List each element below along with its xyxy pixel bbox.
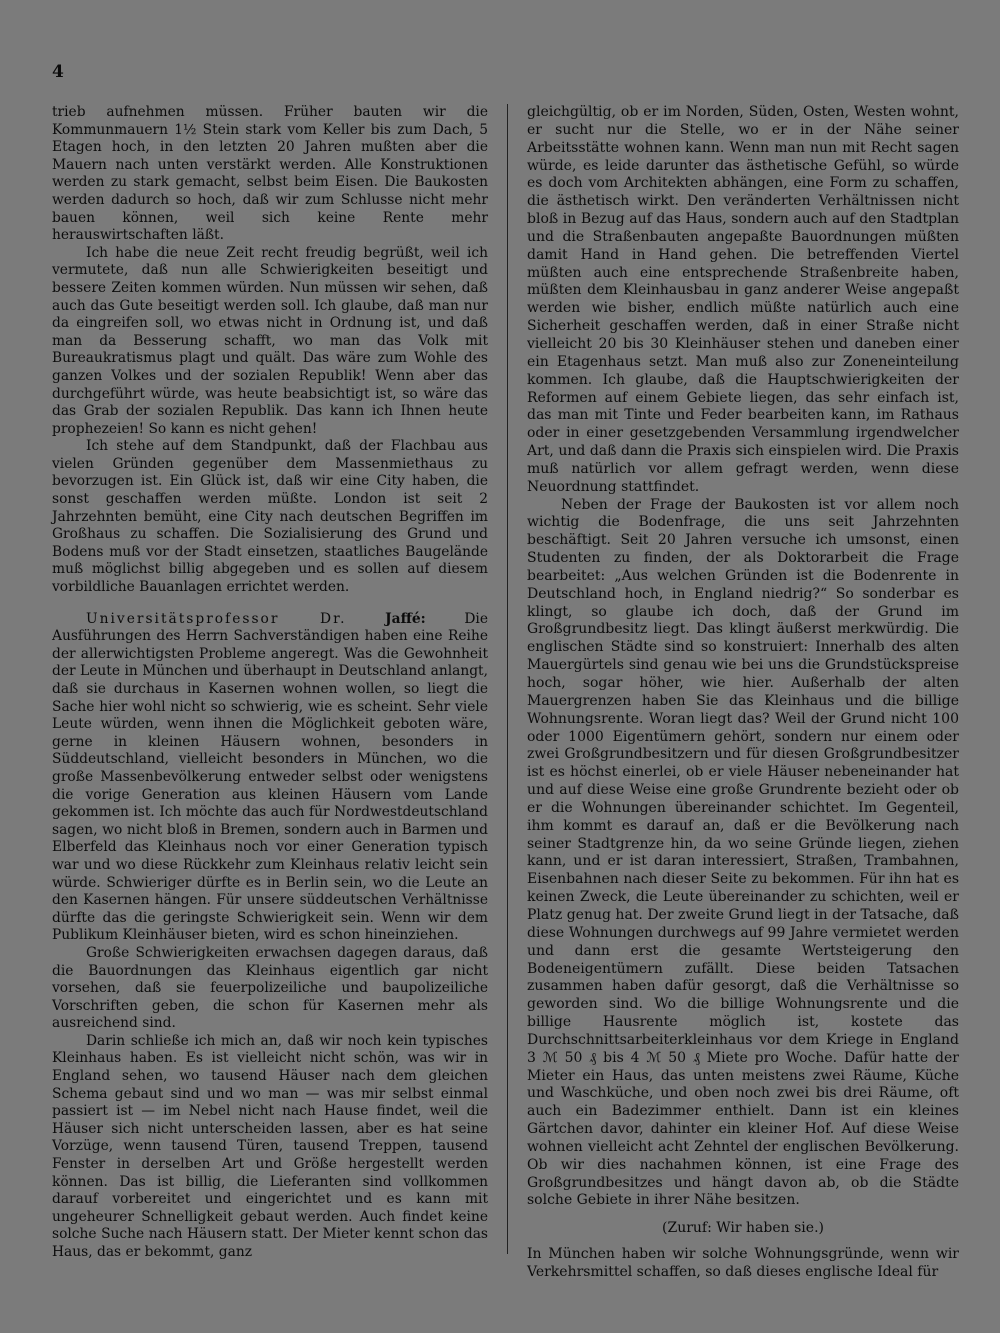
paragraph: trieb aufnehmen müssen. Früher bauten wir die Kommunmauern 1½ Stein stark vom Keller bis zum Dach, 5 Etagen hoch, in den letzten 20 Jahren mußten aber die Mauern nach unten verstärkt werden. Alle Konstruktionen werden zu stark gemacht, selbst beim Eisen. Die Baukosten werden dadurch so hoch, daß wir zum Schlusse nicht mehr bauen können, weil sich keine Rente mehr herauswirtschaften läßt. <box>52 104 488 244</box>
right-column <box>527 104 959 1282</box>
paragraph: In München haben wir solche Wohnungsgründe, wenn wir Verkehrsmittel schaffen, so daß dieses englische Ideal für <box>527 1246 959 1280</box>
page-number: 4 <box>52 62 64 82</box>
interjection: (Zuruf: Wir haben sie.) <box>662 1220 824 1237</box>
speaker-label: Universitätsprofessor Dr. <box>86 610 347 627</box>
speaker-paragraph <box>52 611 488 945</box>
column-divider <box>507 104 508 1254</box>
speaker-text: Die Ausführungen des Herrn Sachverständigen haben eine Reihe der allerwichtigsten Probleme angeregt. Was die Gewohnheit der Leute in München und überhaupt in Deutschland anlangt, daß sie durchaus in Kasernen wohnen wollen, so liegt die Sache hier wohl nicht so schwierig, wie es scheint. Sehr viele Leute würden, wenn ihnen die Möglichkeit geboten wäre, gerne in kleinen Häusern wohnen, besonders in Süddeutschland, vielleicht besonders in München, wo die große Massenbevölkerung entweder selbst oder wenigstens die vorige Generation aus kleinen Häusern vom Lande gekommen ist. Ich möchte das auch für Nordwestdeutschland sagen, wo nicht bloß in Bremen, sondern auch in Barmen und Elberfeld das Kleinhaus noch vor einer Generation typisch war und wo diese Rückkehr zum Kleinhaus relativ leicht sein würde. Schwieriger dürfte es in Berlin sein, wo die Leute an den Kasernen hängen. Für unsere süddeutschen Verhältnisse dürfte das die geringste Schwierigkeit sein. Wenn wir dem Publikum Kleinhäuser bieten, wird es schon hineinziehen. <box>52 610 488 944</box>
speaker-name: Jaffé: <box>385 610 426 627</box>
paragraph: gleichgültig, ob er im Norden, Süden, Osten, Westen wohnt, er sucht nur die Stelle, wo er in der Nähe seiner Arbeitsstätte wohnen kann. Wenn man nun mit Recht sagen würde, es leide darunter das ästhetische Gefühl, so würde es doch vom Architekten abhängen, eine Form zu schaffen, die ästhetisch wirkt. Den veränderten Verhältnissen nicht bloß in Bezug auf das Haus, sondern auch auf den Stadtplan und die Straßenbauten angepaßte Bauordnungen müßten damit Hand in Hand gehen. Die betreffenden Viertel müßten auch eine entsprechende Straßenbreite haben, müßten dem Kleinhausbau in ganz anderer Weise angepaßt werden wie bisher, endlich müßte natürlich auch eine Sicherheit geschaffen werden, daß in einer Straße nicht vielleicht 20 bis 30 Kleinhäuser stehen und daneben einer ein Etagenhaus setzt. Man muß also zur Zoneneinteilung kommen. Ich glaube, daß die Hauptschwierigkeiten der Reformen auf einem Gebiete liegen, das sehr einfach ist, das man mit Tinte und Feder bearbeiten kann, im Rathaus oder in einer gesetzgebenden Versammlung irgendwelcher Art, und daß dann die Praxis sich einspielen wird. Die Praxis muß natürlich vor allem gefragt werden, wenn diese Neuordnung stattfindet. <box>527 104 959 495</box>
paragraph: Große Schwierigkeiten erwachsen dagegen daraus, daß die Bauordnungen das Kleinhaus eigentlich gar nicht vorsehen, daß sie feuerpolizeiliche und baupolizeiliche Vorschriften geben, die schon für Kasernen mehr als ausreichend sind. <box>52 944 488 1032</box>
paragraph: Ich stehe auf dem Standpunkt, daß der Flachbau aus vielen Gründen gegenüber dem Massenmiethaus zu bevorzugen ist. Ein Glück ist, daß wir eine City haben, die sonst geschaffen werden müßte. London ist seit 2 Jahrzehnten bemüht, eine City nach deutschen Begriffen im Großhaus zu schaffen. Die Sozialisierung des Grund und Bodens muß vor der Stadt einsetzen, staatliches Baugelände muß möglichst billig abgegeben und es sollen auf diesem vorbildliche Bauanlagen errichtet werden. <box>52 438 488 596</box>
paragraph: Ich habe die neue Zeit recht freudig begrüßt, weil ich vermutete, daß nun alle Schwierigkeiten beseitigt und bessere Zeiten kommen würden. Nun müssen wir sehen, daß auch das Gute beseitigt werden soll. Ich glaube, daß man nur da eingreifen soll, wo etwas nicht in Ordnung ist, und daß man da Besserung schafft, wo man das Volk mit Bureaukratismus plagt und quält. Das wäre zum Wohle des ganzen Volkes und der sozialen Republik! Wenn aber das durchgeführt würde, was heute beabsichtigt ist, so wäre das das Grab der sozialen Republik. Das kann ich Ihnen heute prophezeien! So kann es nicht gehen! <box>52 244 488 437</box>
left-column <box>52 104 488 1262</box>
paragraph: Neben der Frage der Baukosten ist vor allem noch wichtig die Bodenfrage, die uns seit Jahrzehnten beschäftigt. Seit 20 Jahren versuche ich umsonst, einen Studenten zu finden, der als Doktorarbeit die Frage bearbeitet: „Aus welchen Gründen ist die Bodenrente in Deutschland hoch, in England niedrig?“ So sonderbar es klingt, so glaube ich doch, daß der Grund im Großgrundbesitz liegt. Das klingt äußerst merkwürdig. Die englischen Städte sind so konstruiert: Innerhalb des alten Mauergürtels sind genau wie bei uns die Grundstückspreise hoch, sogar höher, wie hier. Außerhalb der alten Mauergrenzen haben Sie das Kleinhaus und die billige Wohnungsrente. Woran liegt das? Weil der Grund nicht 100 oder 1000 Eigentümern gehört, sondern nur einem oder zwei Großgrundbesitzern und für diesen Großgrundbesitzer ist es höchst einerlei, ob er viele Häuser nebeneinander hat und auf diese Weise eine große Grundrente bezieht oder ob er die Wohnungen übereinander schichtet. Im Gegenteil, ihm kommt es darauf an, daß er die Bevölkerung nach seiner Stadtgrenze hin, da wo seine Gründe liegen, ziehen kann, und er ist daran interessiert, Straßen, Trambahnen, Eisenbahnen nach dieser Seite zu bekommen. Für ihn hat es keinen Zweck, die Leute übereinander zu schichten, weil er Platz genug hat. Der zweite Grund liegt in der Tatsache, daß diese Wohnungen durchwegs auf 99 Jahre vermietet werden und dann erst die gesamte Wertsteigerung den Bodeneigentümern zufällt. Diese beiden Tatsachen zusammen haben dafür gesorgt, daß die Verhältnisse so geworden sind. Wo die billige Wohnungsrente und die billige Hausrente möglich ist, kostete das Durchschnittsarbeiterkleinhaus vor dem Kriege in England 3 ℳ 50 ₰ bis 4 ℳ 50 ₰ Miete pro Woche. Dafür hatte der Mieter ein Haus, das unten meistens zwei Räume, Küche und Waschküche, und oben noch zwei bis drei Räume, oft auch ein Badezimmer enthielt. Dann ist ein kleines Gärtchen davor, dahinter ein kleiner Hof. Auf diese Weise wohnen vielleicht acht Zehntel der englischen Bevölkerung. Ob wir dies nachahmen können, ist eine Frage des Großgrundbesitzes und hängt davon ab, ob die Städte solche Gebiete in ihrer Nähe besitzen. <box>527 496 959 1209</box>
paragraph: Darin schließe ich mich an, daß wir noch kein typisches Kleinhaus haben. Es ist vielleicht nicht schön, was wir in England sehen, wo tausend Häuser nach dem gleichen Schema gebaut sind und wo man — was mir selbst einmal passiert ist — im Nebel nicht nach Hause findet, weil die Häuser sich nicht unterscheiden lassen, aber es hat seine Vorzüge, wenn tausend Türen, tausend Treppen, tausend Fenster in derselben Art und Größe hergestellt werden können. Das ist billig, die Lieferanten sind vollkommen darauf vorbereitet und eingerichtet und es kann mit ungeheurer Schnelligkeit gebaut werden. Auch findet keine solche Suche nach Häusern statt. Der Mieter kennt schon das Haus, das er bekommt, ganz <box>52 1032 488 1260</box>
